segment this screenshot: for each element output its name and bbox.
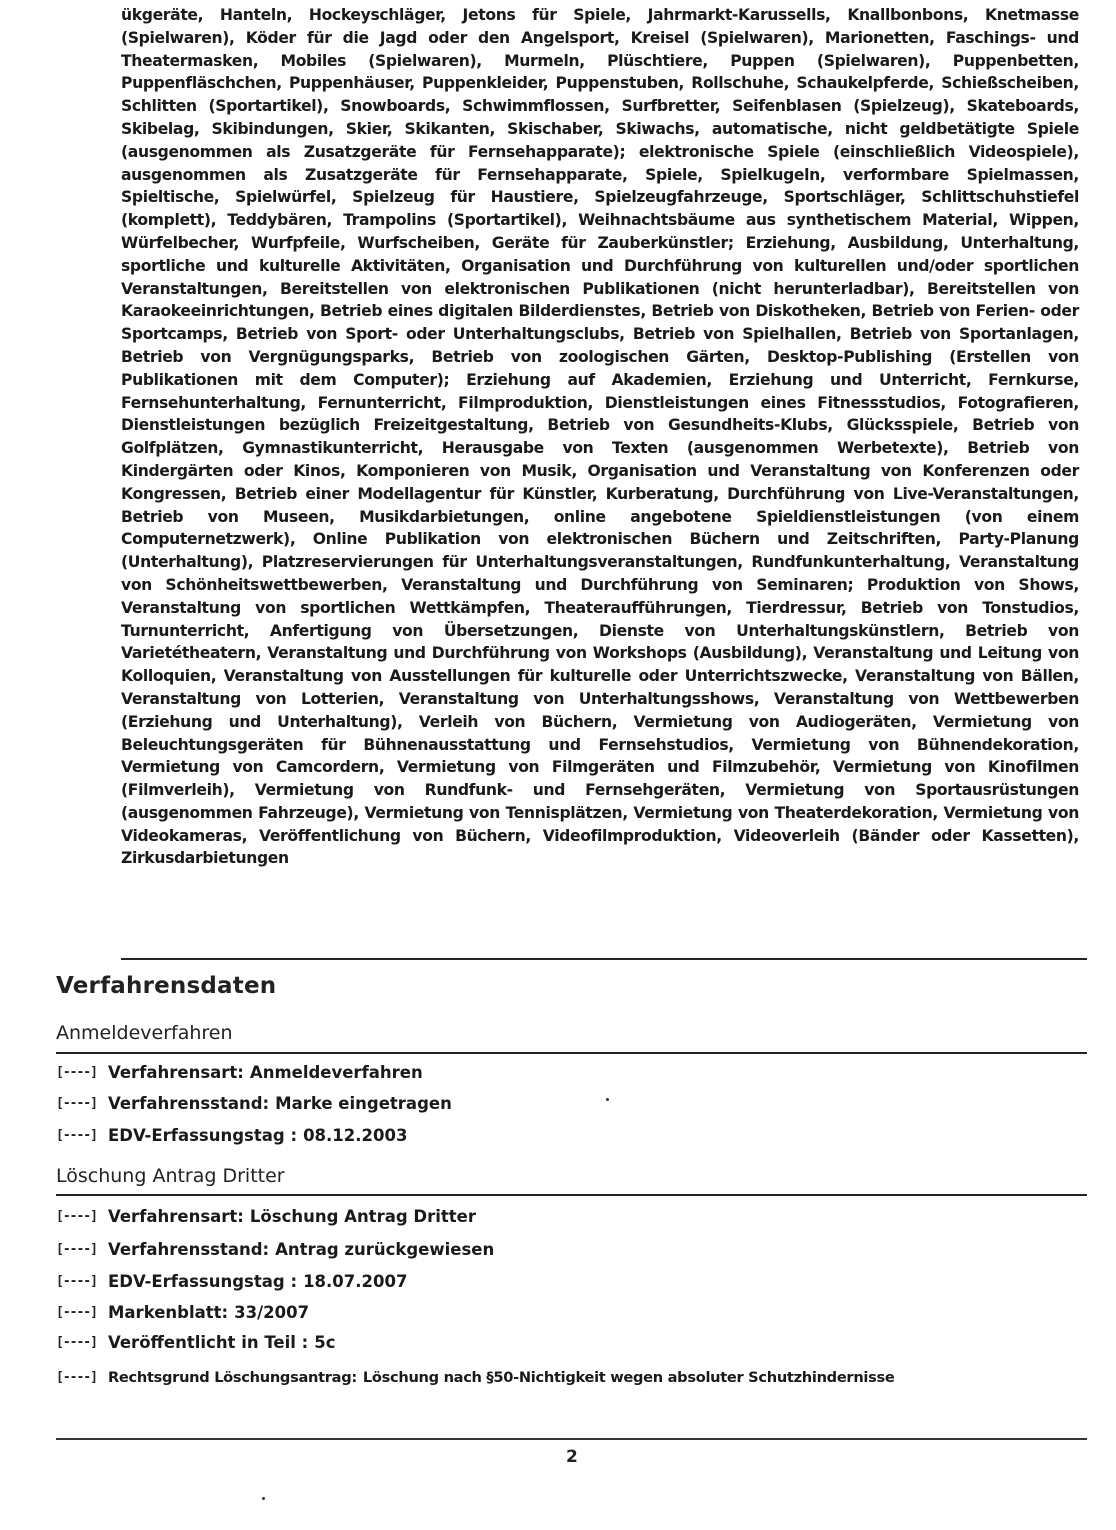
subsection-title-loeschung: Löschung Antrag Dritter (56, 1165, 285, 1187)
field-label: EDV-Erfassungstag : (108, 1271, 298, 1291)
field-row-verfahrensstand (56, 1236, 494, 1262)
footer-divider (56, 1438, 1087, 1440)
expand-marker[interactable]: [----] (56, 1241, 97, 1257)
expand-marker[interactable]: [----] (56, 1127, 97, 1143)
field-value: 33/2007 (234, 1302, 310, 1322)
field-row-verfahrensstand (56, 1090, 452, 1116)
field-value: 5c (314, 1332, 336, 1352)
expand-marker[interactable]: [----] (56, 1304, 97, 1320)
scan-speck (606, 1098, 609, 1101)
field-label: Verfahrensstand: (108, 1239, 270, 1259)
field-label: Verfahrensart: (108, 1206, 244, 1226)
page-number: 2 (566, 1447, 578, 1467)
expand-marker[interactable]: [----] (56, 1334, 97, 1350)
field-value: Marke eingetragen (275, 1093, 452, 1113)
expand-marker[interactable]: [----] (56, 1064, 97, 1080)
goods-services-paragraph: ükgeräte, Hanteln, Hockeyschläger, Jetons für Spiele, Jahrmarkt-Karussells, Knallbonbons, Knetmasse (Spielwaren), Köder für die Jagd oder den Angelsport, Kreisel (Spielwaren), Marionetten, Faschings- und Theatermasken, Mobiles (Spielwaren), Murmeln, Plüschtiere, Puppen (Spielwaren), Puppenbetten, Puppenfläschchen, Puppenhäuser, Puppenkleider, Puppenstuben, Rollschuhe, Schaukelpferde, Schießscheiben, Schlitten (Sportartikel), Snowboards, Schwimmflossen, Surfbretter, Seifenblasen (Spielzeug), Skateboards, Skibelag, Skibindungen, Skier, Skikanten, Skischaber, Skiwachs, automatische, nicht geldbetätigte Spiele (ausgenommen als Zusatzgeräte für Fernsehapparate); elektronische Spiele (einschließlich Videospiele), ausgenommen als Zusatzgeräte für Fernsehapparate, Spiele, Spielkugeln, verformbare Spielmassen, Spieltische, Spielwürfel, Spielzeug für Haustiere, Spielzeugfahrzeuge, Sportschläger, Schlittschuhstiefel (komplett), Teddybären, Trampolins (Sportartikel), Weihnachtsbäume aus synthetischem Material, Wippen, Würfelbecher, Wurfpfeile, Wurfscheiben, Geräte für Zauberkünstler; Erziehung, Ausbildung, Unterhaltung, sportliche und kulturelle Aktivitäten, Organisation und Durchführung von kulturellen und/oder sportlichen Veranstaltungen, Bereitstellen von elektronischen Publikationen (nicht herunterladbar), Bereitstellen von Karaokeeinrichtungen, Betrieb eines digitalen Bilderdienstes, Betrieb von Diskotheken, Betrieb von Ferien- oder Sportcamps, Betrieb von Sport- oder Unterhaltungsclubs, Betrieb von Spielhallen, Betrieb von Sportanlagen, Betrieb von Vergnügungsparks, Betrieb von zoologischen Gärten, Desktop-Publishing (Erstellen von Publikationen mit dem Computer); Erziehung auf Akademien, Erziehung und Unterricht, Fernkurse, Fernsehunterhaltung, Fernunterricht, Filmproduktion, Dienstleistungen eines Fitnessstudios, Fotografieren, Dienstleistungen bezüglich Freizeitgestaltung, Betrieb von Gesundheits-Klubs, Glücksspiele, Betrieb von Golfplätzen, Gymnastikunterricht, Herausgabe von Texten (ausgenommen Werbetexte), Betrieb von Kindergärten oder Kinos, Komponieren von Musik, Organisation und Veranstaltung von Konferenzen oder Kongressen, Betrieb einer Modellagentur für Künstler, Kurberatung, Durchführung von Live-Veranstaltungen, Betrieb von Museen, Musikdarbietungen, online angebotene Spieldienstleistungen (von einem Computernetzwerk), Online Publikation von elektronischen Büchern und Zeitschriften, Party-Planung (Unterhaltung), Platzreservierungen für Unterhaltungsveranstaltungen, Rundfunkunterhaltung, Veranstaltung von Schönheitswettbewerben, Veranstaltung und Durchführung von Seminaren; Produktion von Shows, Veranstaltung von sportlichen Wettkämpfen, Theateraufführungen, Tierdressur, Betrieb von Tonstudios, Turnunterricht, Anfertigung von Übersetzungen, Dienste von Unterhaltungskünstlern, Betrieb von Varietétheatern, Veranstaltung und Durchführung von Workshops (Ausbildung), Veranstaltung und Leitung von Kolloquien, Veranstaltung von Ausstellungen für kulturelle oder Unterrichtszwecke, Veranstaltung von Bällen, Veranstaltung von Lotterien, Veranstaltung von Unterhaltungsshows, Veranstaltung von Wettbewerben (Erziehung und Unterhaltung), Verleih von Büchern, Vermietung von Audiogeräten, Vermietung von Beleuchtungsgeräten für Bühnenausstattung und Fernsehstudios, Vermietung von Bühnendekoration, Vermietung von Camcordern, Vermietung von Filmgeräten und Filmzubehör, Vermietung von Kinofilmen (Filmverleih), Vermietung von Rundfunk- und Fernsehgeräten, Vermietung von Sportausrüstungen (ausgenommen Fahrzeuge), Vermietung von Tennisplätzen, Vermietung von Theaterdekoration, Vermietung von Videokameras, Veröffentlichung von Büchern, Videofilmproduktion, Videoverleih (Bänder oder Kassetten), Zirkusdarbietungen (121, 6, 1079, 868)
field-row-verfahrensart (56, 1203, 476, 1229)
subsection-title-anmeldeverfahren: Anmeldeverfahren (56, 1022, 233, 1044)
field-label: Rechtsgrund Löschungsantrag: (108, 1368, 357, 1386)
field-label: Verfahrensart: (108, 1062, 244, 1082)
field-value: Löschung Antrag Dritter (249, 1206, 476, 1226)
scan-speck (262, 1497, 265, 1500)
expand-marker[interactable]: [----] (56, 1369, 97, 1385)
field-value: Löschung nach §50-Nichtigkeit wegen absoluter Schutzhindernisse (362, 1368, 895, 1386)
field-row-rechtsgrund (56, 1364, 894, 1390)
field-label: Verfahrensstand: (108, 1093, 270, 1113)
subsection-divider (56, 1052, 1087, 1054)
field-label: Veröffentlicht in Teil : (108, 1332, 309, 1352)
section-title-verfahrensdaten: Verfahrensdaten (56, 973, 277, 999)
field-row-veroeffentlicht (56, 1329, 336, 1355)
expand-marker[interactable]: [----] (56, 1208, 97, 1224)
field-value: Antrag zurückgewiesen (275, 1239, 495, 1259)
field-label: EDV-Erfassungstag : (108, 1125, 298, 1145)
field-row-edv-erfassungstag (56, 1122, 407, 1148)
field-value: 08.12.2003 (303, 1125, 408, 1145)
expand-marker[interactable]: [----] (56, 1273, 97, 1289)
field-value: 18.07.2007 (303, 1271, 408, 1291)
subsection-divider (56, 1194, 1087, 1196)
goods-list-divider (121, 958, 1087, 960)
field-row-edv-erfassungstag (56, 1268, 407, 1294)
field-value: Anmeldeverfahren (249, 1062, 423, 1082)
field-row-verfahrensart (56, 1059, 423, 1085)
expand-marker[interactable]: [----] (56, 1095, 97, 1111)
field-label: Markenblatt: (108, 1302, 229, 1322)
field-row-markenblatt (56, 1299, 309, 1325)
